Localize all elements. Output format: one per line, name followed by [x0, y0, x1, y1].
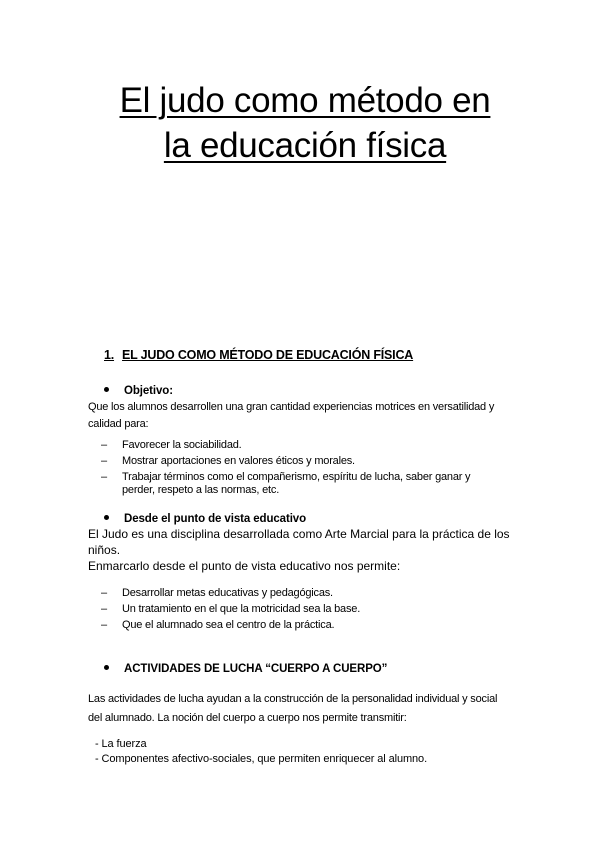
- educativo-heading: [104, 513, 306, 525]
- objetivo-heading: [104, 385, 173, 397]
- bullet-dot-icon: [104, 665, 109, 670]
- bullet-dot-icon: [104, 515, 109, 520]
- bullet-dot-icon: [104, 387, 109, 392]
- document-title: [60, 78, 550, 168]
- list-item: – Desarrollar metas educativas y pedagógicas.: [101, 585, 581, 601]
- list-item: - Componentes afectivo-sociales, que permiten enriquecer al alumno.: [95, 753, 428, 765]
- actividades-heading-text: ACTIVIDADES DE LUCHA “CUERPO A CUERPO”: [124, 663, 388, 675]
- actividades-line-1: Las actividades de lucha ayudan a la construcción de la personalidad individual y social: [88, 693, 498, 705]
- actividades-line-2: del alumnado. La noción del cuerpo a cuerpo nos permite transmitir:: [88, 712, 407, 724]
- title-line-2: la educación física: [163, 126, 447, 165]
- list-item: – Trabajar términos como el compañerismo, espíritu de lucha, saber ganar y: [101, 469, 581, 485]
- educativo-heading-text: Desde el punto de vista educativo: [124, 513, 307, 525]
- list-item: – Favorecer la sociabilidad.: [101, 437, 581, 453]
- section-title: EL JUDO COMO MÉTODO DE EDUCACIÓN FÍSICA: [122, 348, 414, 362]
- section-heading: [104, 348, 413, 362]
- list-item: - La fuerza: [95, 738, 147, 750]
- actividades-heading: [104, 663, 387, 675]
- objetivo-line-1: Que los alumnos desarrollen una gran cantidad experiencias motrices en versatilidad y: [88, 401, 495, 413]
- list-item: – Mostrar aportaciones en valores éticos y morales.: [101, 453, 581, 469]
- section-number: 1.: [104, 348, 115, 362]
- objetivo-heading-text: Objetivo:: [124, 385, 173, 397]
- educativo-line-2: niños.: [88, 543, 121, 557]
- objetivo-line-2: calidad para:: [88, 418, 149, 430]
- educativo-list: [101, 585, 581, 633]
- list-item: – Que el alumnado sea el centro de la práctica.: [101, 617, 581, 633]
- educativo-paragraph: [88, 526, 598, 574]
- objetivo-paragraph: [88, 399, 598, 433]
- objetivo-list: [101, 437, 581, 485]
- educativo-line-1: El Judo es una disciplina desarrollada como Arte Marcial para la práctica de los: [88, 527, 510, 541]
- actividades-list: [95, 737, 427, 767]
- actividades-paragraph: [88, 690, 598, 728]
- objetivo-list-continuation: perder, respeto a las normas, etc.: [122, 484, 280, 496]
- title-line-1: El judo como método en: [119, 81, 491, 120]
- educativo-line-3: Enmarcarlo desde el punto de vista educativo nos permite:: [88, 559, 401, 573]
- list-item: – Un tratamiento en el que la motricidad sea la base.: [101, 601, 581, 617]
